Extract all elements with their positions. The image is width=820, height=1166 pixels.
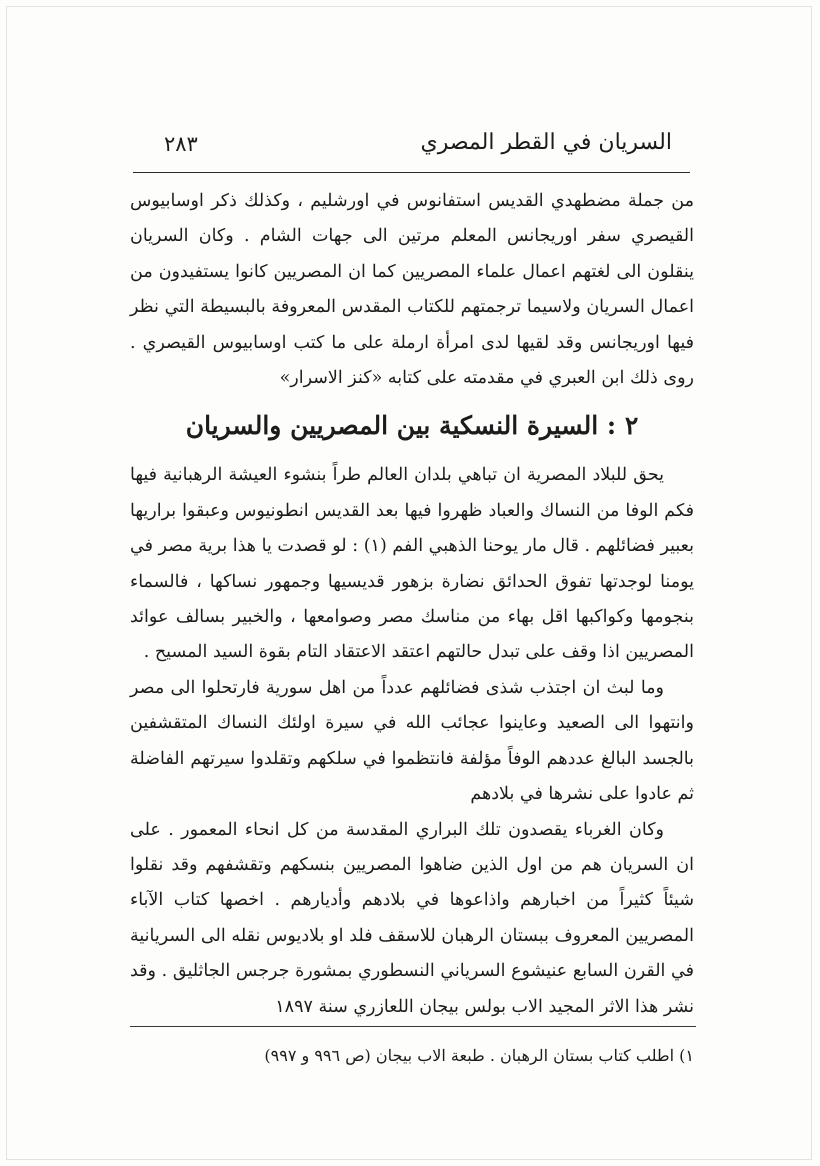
page-number: ٢٨٣ [164,132,198,156]
footnote: ١) اطلب كتاب بستان الرهبان . طبعة الاب بيجان (ص ٩٩٦ و ٩٩٧) [264,1046,694,1065]
intro-paragraph: من جملة مضطهدي القديس استفانوس في اورشليم ، وكذلك ذكر اوسابيوس القيصري سفر اوريجانس المعلم مرتين الى جهات الشام . وكان السريان ينقلون الى لغتهم اعمال علماء المصريين كما ان المصريين كانوا يستفيدون من اعمال السريان ولاسيما ترجمتهم للكتاب المقدس المعروفة بالبسيطة التي نظر فيها اوريجانس وقد لقيها لدى امرأة ارملة على ما كتب اوسابيوس القيصري . روى ذلك ابن العبري في مقدمته على كتابه «كنز الاسرار» [130,191,694,389]
page-header [150,130,672,166]
footnote-rule [130,1026,696,1027]
body-paragraph: يحق للبلاد المصرية ان تباهي بلدان العالم طراً بنشوء العيشة الرهبانية فيها فكم الوفا من النساك والعباد ظهروا فيها بعد القديس انطونيوس وعبقوا براريها بعبير فضائلهم . قال مار يوحنا الذهبي الفم (١) : لو قصدت يا هذا برية مصر في يومنا لوجدتها تفوق الحدائق نضارة بزهور قديسيها وجمهور نساكها ، فالسماء بنجومها وكواكبها اقل بهاء من مناسك مصر وصوامعها ، والخبير بسالف عوائد المصريين اذا وقف على تبدل حالتهم اعتقد الاعتقاد التام بقوة السيد المسيح . [130,465,694,663]
section-title: ٢ : السيرة النسكية بين المصريين والسريان [185,411,639,441]
header-rule [133,172,690,173]
running-title: السريان في القطر المصري [420,130,672,155]
page-body [130,184,694,1025]
body-paragraph: وما لبث ان اجتذب شذى فضائلهم عدداً من اهل سورية فارتحلوا الى مصر وانتهوا الى الصعيد وعاينوا عجائب الله في سيرة اولئك النساك المتقشفين بالجسد البالغ عددهم الوفاً مؤلفة فانتظموا في سلكهم وتقلدوا سيرتهم الفاضلة ثم عادوا على نشرها في بلادهم [130,677,694,805]
body-paragraph: وكان الغرباء يقصدون تلك البراري المقدسة من كل انحاء المعمور . على ان السريان هم من اول الذين ضاهوا المصريين بنسكهم وتقشفهم وقد نقلوا شيئاً كثيراً من اخبارهم واذاعوها في بلادهم وأديارهم . اخصها كتاب الآباء المصريين المعروف ببستان الرهبان للاسقف فلد او بلاديوس نقله الى السريانية في القرن السابع عنيشوع السرياني النسطوري بمشورة جرجس الجاثليق . وقد نشر هذا الاثر المجيد الاب بولس بيجان اللعازري سنة ١٨٩٧ [130,819,694,1017]
